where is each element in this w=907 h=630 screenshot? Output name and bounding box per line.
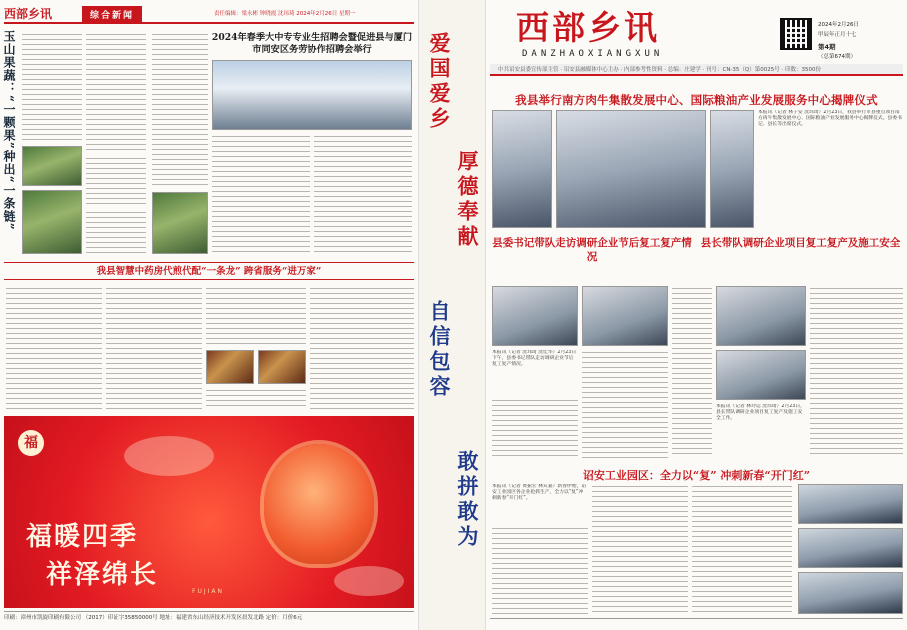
slogan-column: 自信包容 (427, 300, 452, 400)
ad-slogan-line2: 祥泽绵长 (46, 560, 159, 590)
workshop-photo (798, 572, 903, 614)
cloud-decoration (124, 436, 214, 476)
pharmacy-photo (206, 350, 254, 384)
medicine-banner-headline: 我县智慧中药房代煎代配“一条龙” 跨省服务“进万家” (4, 262, 414, 280)
pharmacy-photo (258, 350, 306, 384)
ad-tag: FUJIAN (192, 588, 224, 595)
county-head-headline: 县长带队调研企业项目复工复产及施工安全 (700, 237, 901, 249)
newspaper-masthead: 西部乡讯 (516, 8, 660, 47)
party-secretary-headline: 县委书记带队走访调研企业节后复工复产情况 (492, 237, 692, 263)
section3-caption: 本报讯（记者 林玲运 沈玮琦）2月23日，县长带队调研企业项目复工复产及施工安全工作。 (716, 404, 805, 421)
ceremony-photo (710, 110, 754, 228)
farmer-photo (152, 192, 208, 254)
article-text-block (152, 32, 208, 188)
new-year-advertisement (4, 416, 414, 608)
qr-code-icon (780, 18, 812, 50)
factory-visit-photo (582, 286, 668, 346)
article-text-block (22, 32, 82, 142)
left-page-footer: 印刷：漳州市凯旋印刷有限公司 （2017）印证字35850000号 地址：福建省东山经济技术开发区晨发北路 定价：月价6元 (4, 611, 414, 625)
site-inspection-photo (716, 350, 806, 400)
issue-date: 2024年2月26日 (818, 22, 859, 28)
article-text-block (810, 286, 903, 458)
workshop-photo (798, 484, 903, 524)
section4-caption: 本报讯（记者 黄振宏 林宾嘉）新春伊始，诏安工业园区各企业抢抓生产，全力以“复”冲刺新春“开门红”。 (492, 484, 587, 501)
article-text-block (492, 398, 578, 458)
issue-total: （总第674期） (818, 54, 856, 60)
event-headline: 2024年春季大中专专业生招聘会暨促进县与厦门市同安区务劳协作招聘会举行 (211, 32, 413, 55)
unveiling-ceremony-photo (556, 110, 706, 228)
article-text-block (672, 286, 712, 458)
article-text-block (692, 484, 792, 614)
cloud-decoration (334, 566, 404, 596)
factory-visit-photo (492, 286, 578, 346)
article-text-block (206, 286, 306, 346)
right-page-footer-rule (490, 618, 903, 628)
article-text-block (314, 134, 412, 256)
article-text-block (212, 134, 310, 256)
front-page-headline: 我县举行南方肉牛集散发展中心、国际粮油产业发展服务中心揭牌仪式 (515, 93, 878, 107)
dragon-mascot-icon (264, 444, 374, 564)
slogan-column: 厚德奉献 (455, 150, 480, 250)
right-newspaper-page (486, 0, 907, 630)
center-spine (418, 0, 486, 630)
issue-number: 第4期 (818, 43, 836, 51)
article-text-block (310, 286, 414, 410)
article-text-block (492, 526, 588, 614)
ad-slogan-line1: 福暖四季 (26, 522, 139, 552)
left-newspaper-page (0, 0, 418, 630)
left-page-header (4, 4, 414, 24)
article-text-block (6, 286, 102, 410)
site-inspection-photo (716, 286, 806, 346)
article-text-block (206, 388, 306, 410)
article-text-block (582, 350, 668, 458)
industrial-park-headline: 诏安工业园区：全力以“复” 冲刺新春“开门红” (582, 469, 811, 482)
publication-info-bar: 中共诏安县委宣传部主管 · 诏安县融媒体中心主办 · 内部参考性资料 · 总编：庄建学 · 刊号：CN-35（Q）第0025号 · 印数：3500份 (490, 64, 903, 76)
article-text-block (592, 484, 688, 614)
section2-caption: 本报讯（记者 沈玮琦 沈佳华）2月23日下午，县委书记带队走访调研企业节后复工复产情况。 (492, 350, 577, 367)
vertical-article-title: 玉山果蔬：“一颗果”种出“一条链” (2, 30, 16, 231)
slogan-column: 爱国爱乡 (427, 32, 452, 132)
lead-story-text: 本报讯（记者 林子安 沈玮琦）2月23日，我县举行市县重点项目南方肉牛集散发展中心、国际粮油产业发展服务中心揭牌仪式。县委书记、县长等出席仪式。 (758, 110, 902, 127)
article-text-block (86, 156, 146, 206)
workshop-photo (798, 528, 903, 568)
lunar-date: 甲辰年正月十七 (818, 32, 857, 38)
ceremony-sign-photo (492, 110, 552, 228)
article-text-block (106, 286, 202, 410)
left-page-meta: 责任编辑：梁永彬 钟晓霞 沈玮琦 2024年2月26日 星期一 (214, 11, 356, 17)
slogan-column: 敢拼敢为 (455, 450, 480, 550)
greenhouse-photo (22, 146, 82, 186)
left-page-logo: 西部乡讯 (4, 7, 53, 21)
fu-badge-icon: 福 (18, 430, 44, 456)
farm-photo (22, 190, 82, 254)
section-label: 综合新闻 (82, 6, 142, 23)
masthead-pinyin: DANZHAOXIANGXUN (522, 49, 664, 59)
article-text-block (86, 210, 146, 254)
article-text-block (86, 32, 146, 152)
job-fair-photo (212, 60, 412, 130)
